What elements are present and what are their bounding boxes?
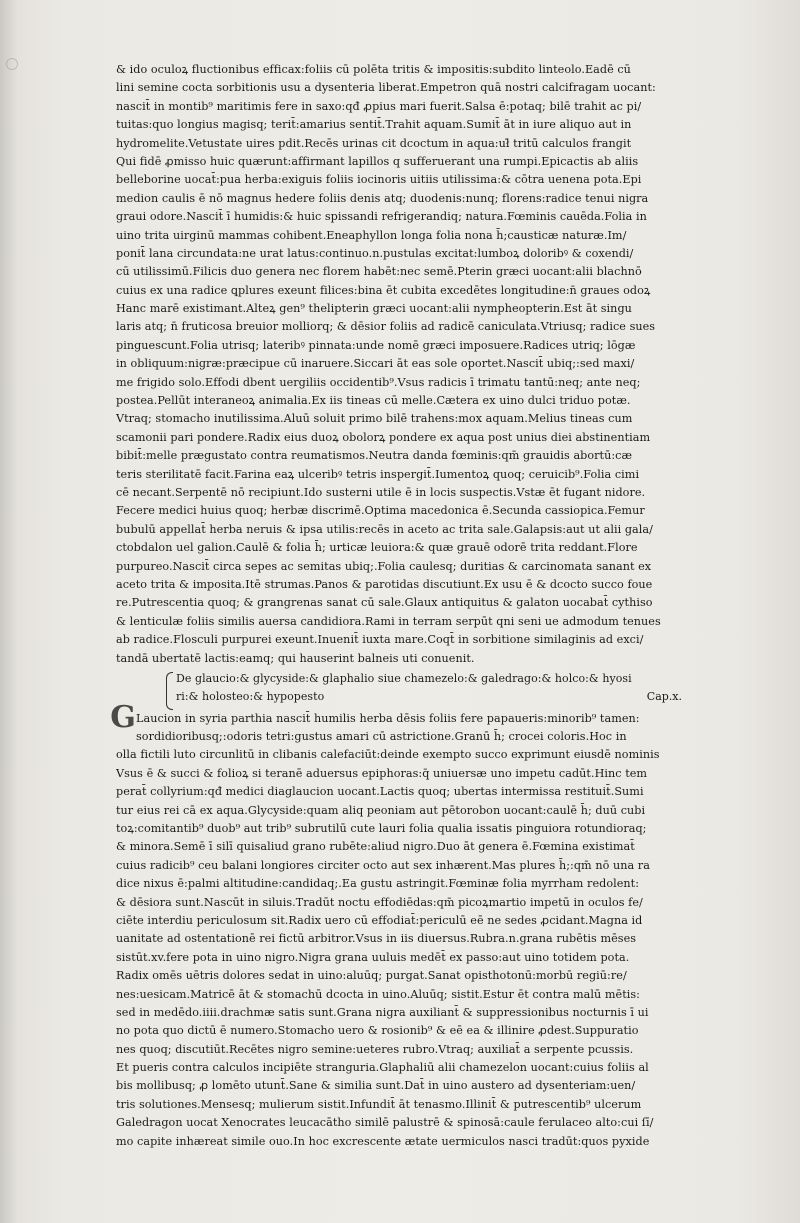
paragraph-1 — [116, 61, 690, 668]
para1-line: ponit̄ lana circundata:ne urat latus:continuo.n.pustulas excitat:lumboꝝ doloribꝰ & coxendi/ — [116, 246, 634, 260]
chapter-heading — [116, 670, 690, 707]
para1-line: scamonii pari pondere.Radix eius duoꝝ obolorꝝ pondere ex aqua post unius diei abstinentiam — [116, 430, 651, 444]
para1-line: belleborine uocat̄:pua herba:exiguis foliis iocinoris uitiis utilissima:& cōtra uenena pota.Epi — [116, 173, 642, 187]
para1-line: tuitas:quo longius magisq; terit̄:amarius sentit̄.Trahit aquam.Sumit̄ āt in iure aliquo aut in — [116, 118, 632, 132]
para1-line: medion caulis ē nō magnus hedere foliis denis atq; duodenis:nunq; florens:radice tenui nigra — [116, 191, 649, 205]
para2-line: Laucion in syria parthia nascit̄ humilis herba dēsis foliis fere papaueris:minorib⁹ tamen: — [136, 711, 640, 725]
para1-line: hydromelite.Vetustate uires pdit.Recēs urinas cit dcoctum in aqua:uł̄ tritū calculos frangit — [116, 136, 632, 150]
para2-line: bis mollibusq; ꝓ lomēto utunt̄.Sane & similia sunt.Dat̄ in uino austero ad dysenteriam:uen/ — [116, 1079, 636, 1093]
para2-line: Galedragon uocat Xenocrates leucacātho similē palustrē & spinosā:caule ferulaceo alto:cui ſī/ — [116, 1116, 654, 1130]
para1-line: lini semine cocta sorbitionis usu a dysenteria liberat.Empetron quā nostri calcifragam uocant: — [116, 81, 656, 95]
para2-line: & dēsiora sunt.Nascūt in siluis.Tradūt noctu effodiēdas:qm̄ picoꝝmartio impetū in oculos fe/ — [116, 895, 643, 909]
para2-line: mo capite inhæreat simile ouo.In hoc excrescente ætate uermiculos nasci tradūt:quos pyxide — [116, 1134, 650, 1148]
para1-line: ctobdalon uel galion.Caulē & folia h̄; urticæ leuiora:& quæ grauē odorē trita reddant.Flore — [116, 541, 638, 555]
para2-line: sistūt.xv.fere pota in uino nigro.Nigra grana uuluis medēt̄ ex passo:aut uino totidem pota. — [116, 950, 630, 964]
para1-line: postea.Pellūt interaneoꝝ animalia.Ex iis tineas cū melle.Cætera ex uino dulci triduo potæ. — [116, 394, 631, 408]
para1-line: Vtraq; stomacho inutilissima.Aluū soluit primo bilē trahens:mox aquam.Melius tineas cum — [116, 412, 633, 426]
paper-mark — [6, 58, 18, 70]
heading-bracket — [166, 672, 173, 710]
para2-line: sed in medēdo.iiii.drachmæ satis sunt.Grana nigra auxiliant̄ & suppressionibus nocturnis ī ui — [116, 1005, 649, 1019]
paragraph-2-lines — [116, 710, 690, 1151]
para1-line: cū utilissimū.Filicis duo genera nec florem habēt:nec semē.Pterin græci uocant:alii blachnō — [116, 265, 642, 279]
chapter-label: Cap.x. — [646, 689, 682, 703]
para1-line: & lenticulæ foliis similis auersa candidiora.Rami in terram serpūt qni seni ue admodum tenues — [116, 614, 661, 628]
para2-line: nes:uesicam.Matricē āt & stomachū dcocta in uino.Aluūq; sistit.Estur ēt contra malū mētis: — [116, 987, 640, 1001]
para1-line: cē necant.Serpentē nō recipiunt.Ido susterni utile ē in locis suspectis.Vstæ ēt fugant nidore. — [116, 485, 646, 499]
para2-line: dice nixus ē:palmi altitudine:candidaq;.Ea gustu astringit.Fœminæ folia myrrham redolent: — [116, 877, 640, 891]
para1-line: me frigido solo.Effodi dbent uergiliis occidentib⁹.Vsus radicis ī trimatu tantū:neq; ante neq; — [116, 375, 641, 389]
text-column — [110, 61, 690, 1151]
para1-line: bubulū appellat̄ herba neruis & ipsa utilis:recēs in aceto ac trita sale.Galapsis:aut ut alii gala/ — [116, 522, 653, 536]
para1-line: Qui fidē ꝓmisso huic quærunt:affirmant lapillos q sufferuerant una rumpi.Epicactis ab aliis — [116, 154, 639, 168]
para2-line: & minora.Semē ī silī quisaliud grano rubēte:aliud nigro.Duo āt genera ē.Fœmina existimat̄ — [116, 840, 635, 854]
para2-line: tris solutiones.Mensesq; mulierum sistit.Infundit̄ āt tenasmo.Illinit̄ & putrescentib⁹ ulcerum — [116, 1097, 642, 1111]
para2-line: Vsus ē & succi & folioꝝ si teranē aduersus epiphoras:q̄ uniuersæ uno impetu cadūt.Hinc tem — [116, 766, 648, 780]
para1-line: in obliquum:nigræ:præcipue cū inaruere.Siccari āt eas sole oportet.Nascit̄ ubiq;:sed maxi/ — [116, 357, 635, 371]
paragraph-2 — [110, 699, 690, 1151]
para2-line: uanitate ad ostentationē rei fictū arbitror.Vsus in iis diuersus.Rubra.n.grana rubētis mēses — [116, 932, 637, 946]
para2-line: ciēte interdiu periculosum sit.Radix uero cū effodiat̄:periculū eē ne sedes ꝓcidant.Magna id — [116, 913, 643, 927]
para1-line: tandā ubertatē lactis:eamq; qui hauserint balneis uti conuenit. — [116, 651, 475, 665]
drop-initial: G — [110, 699, 136, 735]
para1-line: purpureo.Nascit̄ circa sepes ac semitas ubiq;.Folia caulesq; duritias & carcinomata sanant ex — [116, 559, 652, 573]
para1-line: Fecere medici huius quoq; herbæ discrimē.Optima macedonica ē.Secunda cassiopica.Femur — [116, 504, 645, 518]
para2-line: sordidioribusq;:odoris tetri:gustus amari cū astrictione.Granū h̄; crocei coloris.Hoc in — [136, 730, 627, 744]
para1-line: ab radice.Flosculi purpurei exeunt.Inuenit̄ iuxta mare.Coqt̄ in sorbitione similaginis ad exci/ — [116, 633, 644, 647]
para1-line: teris sterilitatē facit.Farina eaꝝ ulceribꝰ tetris inspergit̄.Iumentoꝝ quoq; ceruicib⁹.Folia cimi — [116, 467, 640, 481]
para2-line: nes quoq; discutiūt.Recētes nigro semine:ueteres rubro.Vtraq; auxiliat̄ a serpente pcussis. — [116, 1042, 634, 1056]
para1-line: pinguescunt.Folia utrisq; lateribꝰ pinnata:unde nomē græci imposuere.Radices utriq; lōgæ — [116, 338, 636, 352]
para1-line: re.Putrescentia quoq; & grangrenas sanat cū sale.Glaux antiquitus & galaton uocabat̄ cythiso — [116, 596, 653, 610]
para2-line: perat̄ collyrium:qđ medici diaglaucion uocant.Lactis quoq; ubertas intermissa restituit̄.Sumi — [116, 785, 644, 799]
page-shadow — [0, 0, 18, 1223]
heading-line-2: ri:& holosteo:& hypopesto — [176, 690, 325, 704]
para1-line: Hanc marē existimant.Alteꝝ gen⁹ thelipterin græci uocant:alii nympheopterin.Est āt singu — [116, 302, 632, 316]
para2-line: toꝝ:comitantib⁹ duob⁹ aut trib⁹ subrutilū cute lauri folia qualia issatis pinguiora rotundioraq; — [116, 822, 647, 836]
heading-line-1: De glaucio:& glycyside:& glaphalio siue chamezelo:& galedrago:& holco:& hyosi — [176, 671, 632, 685]
para1-line: uino trita uirginū mammas cohibent.Eneaphyllon longa folia nona h̄;causticæ naturæ.Im/ — [116, 228, 627, 242]
para1-line: aceto trita & imposita.Itē strumas.Panos & parotidas discutiunt.Ex usu ē & dcocto succo foue — [116, 577, 653, 591]
para2-line: cuius radicib⁹ ceu balani longiores circiter octo aut sex inhærent.Mas plures h̄;:qm̄ nō una ra — [116, 858, 650, 872]
para1-line: laris atq; n̄ fruticosa breuior molliorq; & dēsior foliis ad radicē caniculata.Vtriusq; radice sues — [116, 320, 656, 334]
para1-line: bibit̄:melle prægustato contra reumatismos.Neutra danda fœminis:qm̄ grauidis abortū:cæ — [116, 449, 633, 463]
para2-line: Radix omēs uētris dolores sedat in uino:aluūq; purgat.Sanat opisthotonū:morbū regiū:re/ — [116, 969, 627, 983]
para1-line: cuius ex una radice ꝗplures exeunt filices:bina ēt cubita excedētes longitudine:n̄ graues odoꝝ — [116, 283, 651, 297]
para2-line: no pota quo dictū ē numero.Stomacho uero & rosionib⁹ & eē ea & illinire ꝓdest.Suppuratio — [116, 1024, 639, 1038]
para2-line: olla fictili luto circunlitū in clibanis calefaciūt:deinde exempto succo exprimunt eiusdē nominis — [116, 748, 660, 762]
para1-line: & ido oculoꝝ fluctionibus efficax:foliis cū polēta tritis & impositis:subdito linteolo.Eadē cū — [116, 63, 631, 76]
para1-line: graui odore.Nascit̄ ī humidis:& huic spissandi refrigerandiq; natura.Fœminis cauēda.Folia in — [116, 210, 647, 224]
para1-line: nascit̄ in montib⁹ maritimis fere in saxo:qđ ꝓpius mari fuerit.Salsa ē:potaq; bilē trahit ac pi/ — [116, 99, 642, 113]
para2-line: Et pueris contra calculos incipiēte stranguria.Glaphaliū alii chamezelon uocant:cuius foliis al — [116, 1061, 649, 1075]
para2-line: tur eius rei cā ex aqua.Glycyside:quam aliq peoniam aut pētorobon uocant:caulē h̄; duū cubi — [116, 803, 646, 817]
